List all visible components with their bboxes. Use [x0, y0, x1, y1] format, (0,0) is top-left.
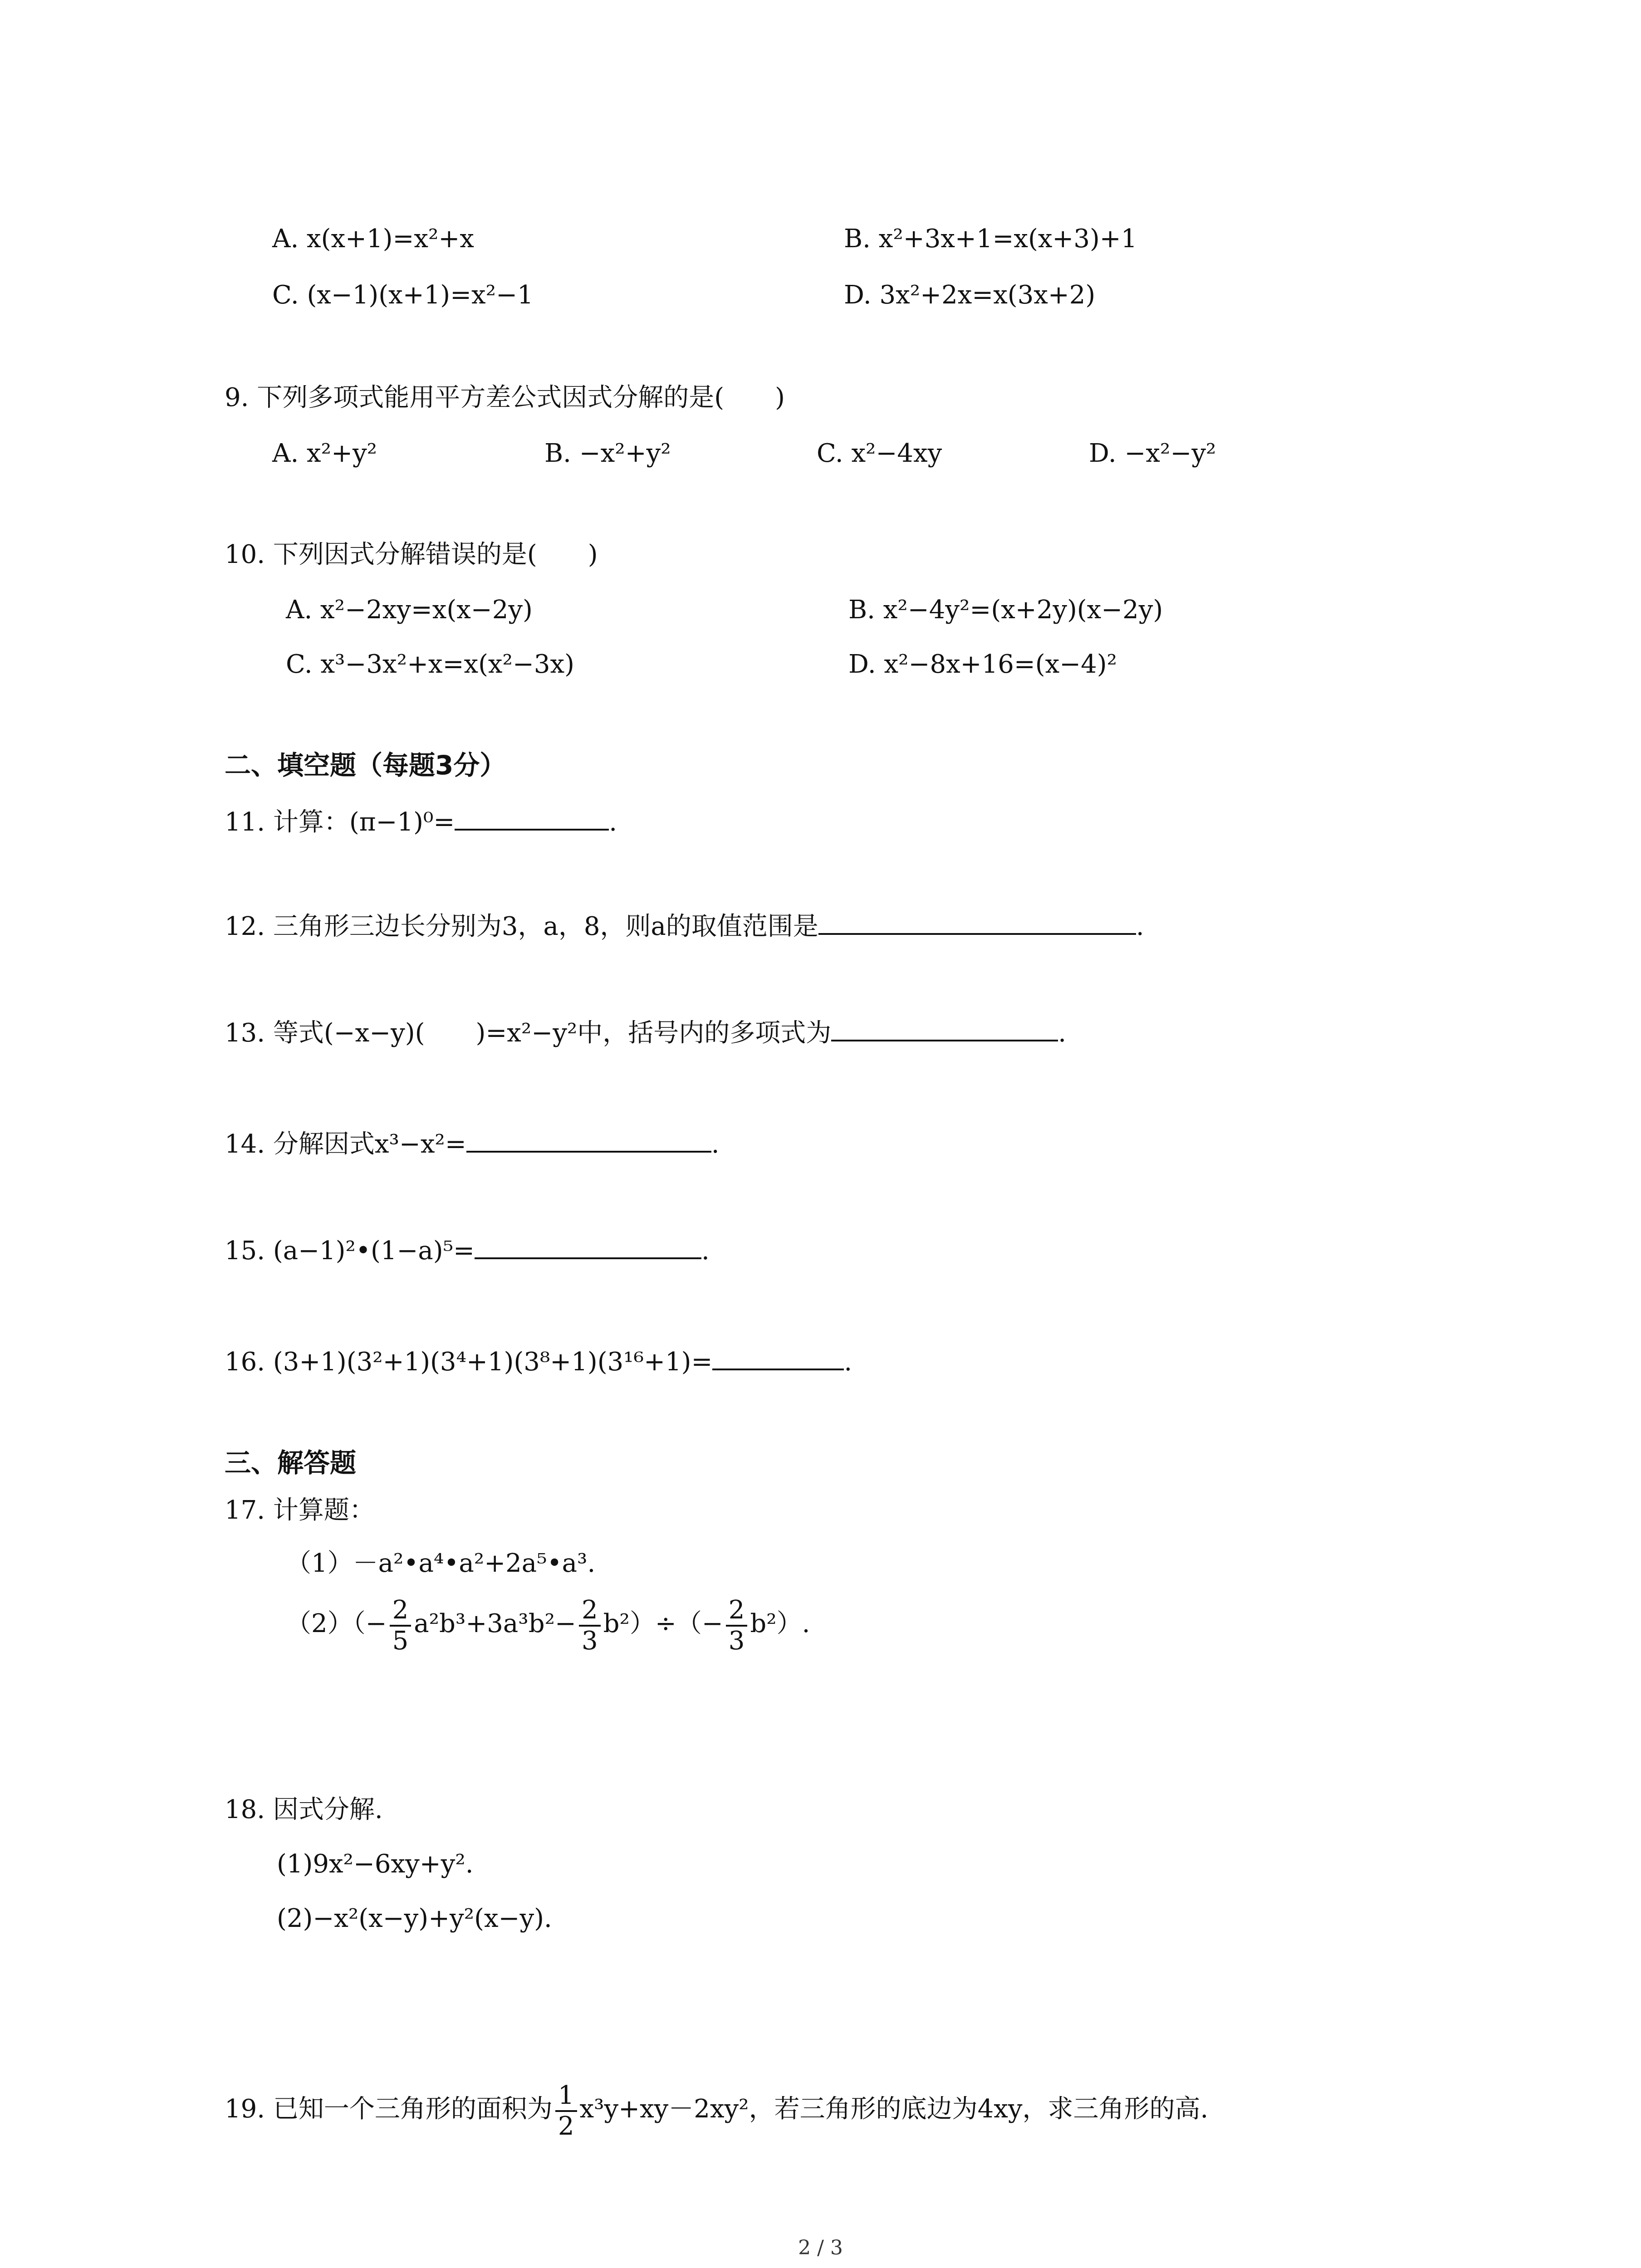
- q8-option-c: C. (x−1)(x+1)=x²−1: [272, 280, 534, 310]
- q17-fraction-3-num: 2: [726, 1596, 748, 1627]
- q17-fraction-1: [390, 1596, 411, 1656]
- q12-answer-blank[interactable]: [818, 909, 1136, 935]
- q12: [225, 909, 1144, 943]
- q14: [225, 1127, 720, 1160]
- q17-fraction-1-den: 5: [392, 1626, 409, 1656]
- q8-option-b: B. x²+3x+1=x(x+3)+1: [844, 224, 1137, 254]
- page-number: 2 / 3: [798, 2236, 843, 2259]
- section-answer-title: 三、解答题: [225, 1447, 357, 1478]
- q15-text: 15. (a−1)²•(1−a)⁵=: [225, 1236, 475, 1266]
- q10-option-b: B. x²−4y²=(x+2y)(x−2y): [848, 595, 1163, 625]
- q10-option-c: C. x³−3x²+x=x(x²−3x): [286, 650, 574, 679]
- q13-end: .: [1058, 1018, 1067, 1048]
- q11-end: .: [609, 807, 617, 837]
- q19: [225, 2077, 1208, 2141]
- q9-option-c: C. x²−4xy: [817, 439, 942, 468]
- q11: [225, 805, 617, 838]
- q17-fraction-2-num: 2: [579, 1596, 601, 1627]
- q13: [225, 1016, 1066, 1049]
- q11-answer-blank[interactable]: [455, 805, 609, 831]
- q8-option-a: A. x(x+1)=x²+x: [272, 224, 474, 254]
- q11-text: 11. 计算：(π−1)⁰=: [225, 807, 455, 837]
- q10-option-d: D. x²−8x+16=(x−4)²: [848, 650, 1117, 679]
- q12-end: .: [1136, 912, 1144, 941]
- q17-fraction-3: [726, 1596, 748, 1656]
- section-fill-in-title: 二、填空题（每题3分）: [225, 750, 506, 781]
- q13-text: 13. 等式(−x−y)( )=x²−y²中，括号内的多项式为: [225, 1018, 832, 1048]
- q19-fraction-den: 2: [558, 2111, 574, 2141]
- q15: [225, 1234, 710, 1267]
- q19-fraction-num: 1: [555, 2081, 577, 2112]
- q13-answer-blank[interactable]: [831, 1016, 1058, 1041]
- q15-answer-blank[interactable]: [475, 1234, 701, 1259]
- q8-option-d: D. 3x²+2x=x(3x+2): [844, 280, 1096, 310]
- q9-option-b: B. −x²+y²: [544, 439, 671, 468]
- q19-fraction: [555, 2081, 577, 2141]
- q17-fraction-2: [579, 1596, 601, 1656]
- q18-part2: (2)−x²(x−y)+y²(x−y).: [277, 1904, 552, 1933]
- q17-part2-end: b²）.: [750, 1609, 810, 1638]
- q9-option-a: A. x²+y²: [272, 439, 377, 468]
- q18-part1: (1)9x²−6xy+y².: [277, 1849, 474, 1879]
- q17-part1: （1）－a²•a⁴•a²+2a⁵•a³.: [286, 1549, 596, 1578]
- q16-text: 16. (3+1)(3²+1)(3⁴+1)(3⁸+1)(3¹⁶+1)=: [225, 1347, 713, 1377]
- q19-prefix: 19. 已知一个三角形的面积为: [225, 2094, 553, 2124]
- q17-fraction-1-num: 2: [390, 1596, 411, 1627]
- q17-part2-mid: a²b³+3a³b²−: [414, 1609, 576, 1638]
- q17-stem: 17. 计算题：: [225, 1496, 375, 1525]
- q17-fraction-3-den: 3: [728, 1626, 745, 1656]
- q16-answer-blank[interactable]: [712, 1345, 844, 1370]
- q15-end: .: [701, 1236, 710, 1266]
- q17-part2-mid2: b²）÷（−: [603, 1609, 723, 1638]
- q9-option-d: D. −x²−y²: [1089, 439, 1216, 468]
- q17-part2: [286, 1592, 810, 1656]
- q14-text: 14. 分解因式x³−x²=: [225, 1129, 466, 1159]
- q9-stem: 9. 下列多项式能用平方差公式因式分解的是( ): [225, 383, 785, 412]
- q16: [225, 1345, 852, 1378]
- q14-answer-blank[interactable]: [466, 1127, 711, 1153]
- q17-part2-prefix: （2）（−: [286, 1609, 387, 1638]
- q12-text: 12. 三角形三边长分别为3，a，8，则a的取值范围是: [225, 912, 818, 941]
- q10-stem: 10. 下列因式分解错误的是( ): [225, 540, 598, 569]
- q19-suffix: x³y+xy－2xy²，若三角形的底边为4xy，求三角形的高.: [579, 2094, 1209, 2124]
- q17-fraction-2-den: 3: [581, 1626, 598, 1656]
- q14-end: .: [711, 1129, 720, 1159]
- q10-option-a: A. x²−2xy=x(x−2y): [286, 595, 533, 625]
- q18-stem: 18. 因式分解.: [225, 1795, 383, 1824]
- q16-end: .: [844, 1347, 852, 1377]
